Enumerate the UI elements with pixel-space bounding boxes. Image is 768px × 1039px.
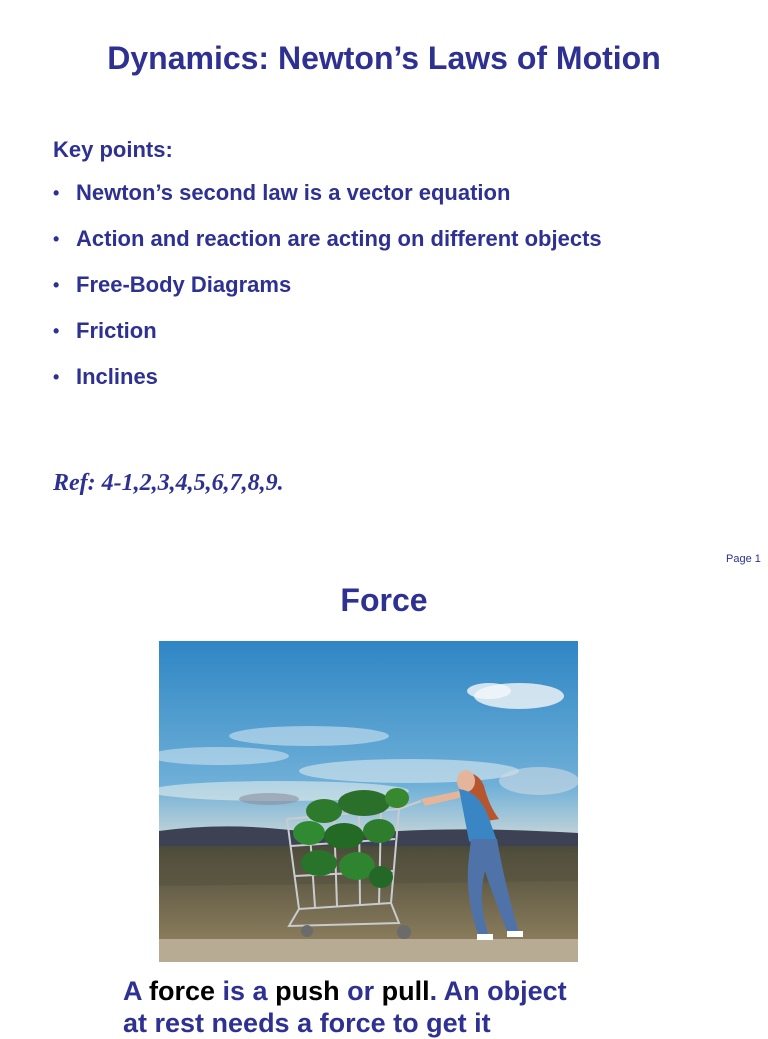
bullet-text: Action and reaction are acting on different objects [76, 226, 602, 251]
caption-text: is a [215, 976, 276, 1006]
bullet-text: Free-Body Diagrams [76, 272, 292, 297]
caption-text: A [123, 976, 149, 1006]
key-points-heading: Key points: [53, 137, 173, 162]
caption-emphasis-push: push [275, 976, 340, 1006]
force-definition-line1 [123, 975, 567, 1007]
bullet-text: Inclines [76, 364, 158, 389]
bullet-text: Newton’s second law is a vector equation [76, 180, 511, 205]
list-item [53, 180, 602, 206]
caption-emphasis-force: force [149, 976, 216, 1006]
caption-text: . An object [429, 976, 567, 1006]
bullet-icon: • [53, 275, 60, 295]
force-definition-line2: at rest needs a force to get it [123, 1008, 491, 1038]
bullet-icon: • [53, 183, 60, 203]
reference-text: Ref: 4-1,2,3,4,5,6,7,8,9. [53, 470, 284, 496]
bullet-icon: • [53, 367, 60, 387]
bullet-text: Friction [76, 318, 157, 343]
key-points-list [53, 180, 602, 410]
page-number: Page 1 [726, 553, 761, 565]
bullet-icon: • [53, 321, 60, 341]
list-item [53, 226, 602, 252]
list-item [53, 364, 602, 390]
page-title: Dynamics: Newton’s Laws of Motion [107, 40, 661, 76]
list-item [53, 272, 602, 298]
bullet-icon: • [53, 229, 60, 249]
caption-emphasis-pull: pull [381, 976, 430, 1006]
caption-text: or [339, 976, 382, 1006]
force-definition-text [123, 975, 567, 1039]
section-title-force: Force [340, 582, 428, 618]
woman-pushing-cart-photo [159, 641, 578, 962]
list-item [53, 318, 602, 344]
